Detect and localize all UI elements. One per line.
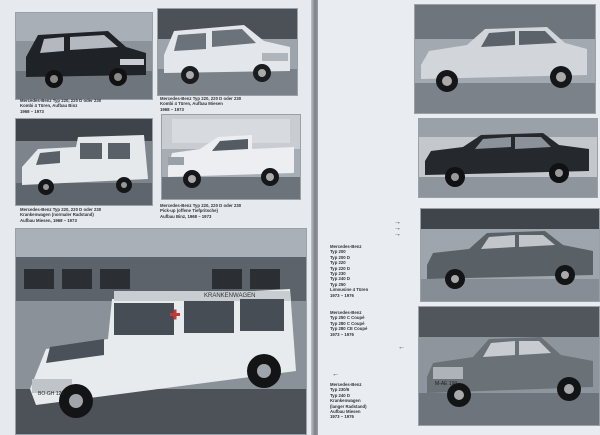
arrow-bottom <box>332 372 339 378</box>
arrow-left-icon: ← <box>332 371 339 378</box>
right-page <box>318 0 600 435</box>
caption-kombi <box>20 98 101 114</box>
caption-line: Mercedes-Benz <box>330 382 362 387</box>
caption-line: 1973 – 1976 <box>330 414 354 420</box>
caption-line: Typ 200 D <box>330 254 350 260</box>
arrow-right-icon: → <box>394 231 401 238</box>
photo-coupe <box>418 306 600 426</box>
caption-line: Kombi 4 Türen, Aufbau Miesen <box>160 101 223 107</box>
caption-limousine <box>330 244 368 298</box>
caption-line: Typ 240 D <box>330 276 350 282</box>
caption-pickup <box>160 203 241 219</box>
sedan-dark-image <box>419 119 597 197</box>
caption-line: Typ 200 <box>330 249 346 255</box>
caption-line: Aufbau Binz, 1968 – 1973 <box>160 213 212 219</box>
caption-line: Typ 230/6 <box>330 387 350 393</box>
caption-line: Limousine 4 Türen <box>330 287 369 293</box>
caption-line: Typ 280 C Coupé <box>330 320 365 326</box>
coupe-plate: M-AE 190 <box>435 381 458 387</box>
coupe-image <box>419 307 599 425</box>
caption-line: Mercedes-Benz <box>330 244 362 249</box>
caption-line: Aufbau Miesen, 1968 – 1973 <box>20 217 77 223</box>
photo-kombi-white <box>157 8 298 96</box>
caption-line: Mercedes-Benz <box>330 310 362 315</box>
caption-line: Typ 240 D <box>330 392 350 398</box>
caption-line: Krankenwagen (normaler Radstand) <box>20 212 94 218</box>
sedan-light-image <box>415 5 595 113</box>
caption-line: Mercedes-Benz Typ 220, 220 D oder 230 <box>160 96 242 101</box>
arrow-right-icon: → <box>394 219 401 226</box>
pickup-image <box>162 115 300 199</box>
caption-line: 1968 – 1973 <box>160 106 184 112</box>
caption-coupe <box>330 310 367 337</box>
ambulance-large-image <box>16 229 306 434</box>
caption-line: Typ 220 D <box>330 265 350 271</box>
caption-line: Mercedes-Benz Typ 220, 220 D oder 230 <box>160 203 242 208</box>
caption-kombi2 <box>160 96 241 112</box>
ambulance-plate: BO-GH 123 <box>38 391 65 397</box>
caption-lang <box>330 382 367 420</box>
arrow-left-icon: ← <box>398 344 405 351</box>
caption-line: Typ 250 C Coupé <box>330 315 365 321</box>
photo-sedan-light <box>414 4 596 114</box>
caption-line: Krankenwagen <box>330 398 361 404</box>
photo-kombi-black <box>15 12 153 100</box>
sedan-green-image <box>421 209 599 301</box>
caption-line: Typ 250 <box>330 281 346 287</box>
caption-line: Aufbau Miesen <box>330 409 361 415</box>
photo-ambulance-large <box>15 228 307 435</box>
caption-line: 1973 – 1976 <box>330 331 354 337</box>
ambulance-roof-sign: KRANKENWAGEN <box>204 293 256 299</box>
caption-line: Typ 280 CE Coupé <box>330 326 368 332</box>
caption-krankenwagen <box>20 207 101 223</box>
caption-line: Kombi 4 Türen, Aufbau Binz <box>20 103 78 109</box>
caption-line: 1973 – 1976 <box>330 292 354 298</box>
arrow-right-icon: → <box>394 225 401 232</box>
caption-line: Mercedes-Benz Typ 220, 220 D oder 230 <box>20 207 102 212</box>
caption-line: Typ 220 <box>330 260 346 266</box>
arrow-group <box>394 220 401 238</box>
caption-line: Pick-up (offene Tiefpritsche) <box>160 208 218 214</box>
photo-sedan-green <box>420 208 600 302</box>
kombi-white-image <box>158 9 297 95</box>
photo-sedan-dark <box>418 118 598 198</box>
krankenwagen-small-image <box>16 119 152 205</box>
photo-krankenwagen-small <box>15 118 153 206</box>
caption-line: (langer Radstand) <box>330 403 367 409</box>
caption-line: Mercedes-Benz Typ 220, 220 D oder 230 <box>20 98 102 103</box>
arrow-single <box>398 345 405 351</box>
caption-line: 1968 – 1973 <box>20 108 44 114</box>
caption-line: Typ 230 <box>330 271 346 277</box>
kombi-black-image <box>16 13 152 99</box>
photo-pickup <box>161 114 301 200</box>
